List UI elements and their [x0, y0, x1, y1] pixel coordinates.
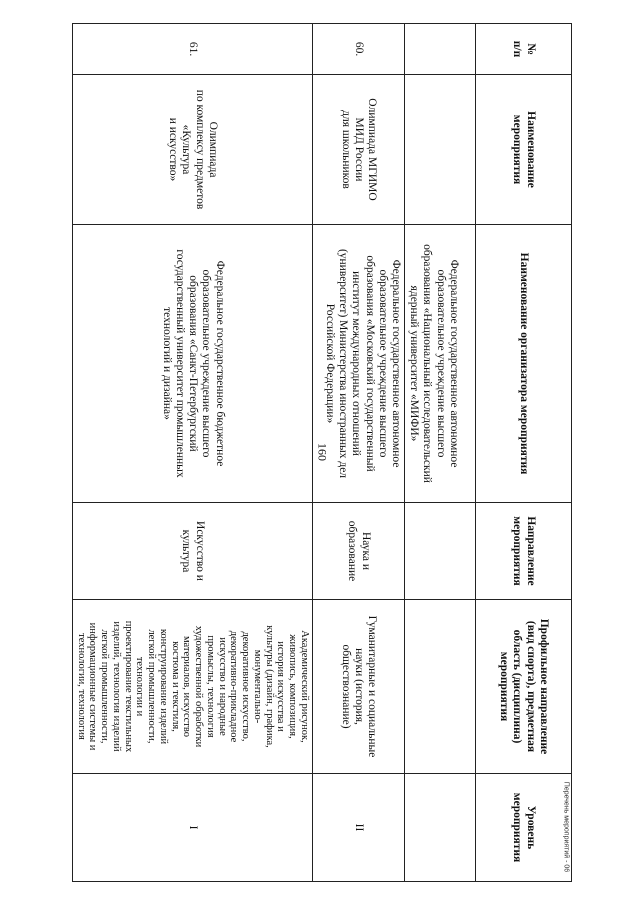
row-level [405, 774, 476, 882]
header-profile: Профильное направление (вид спорта), предметная область (дисциплина) мероприятия [476, 600, 572, 774]
row-organizer: Федеральное государственное автономное образовательное учреждение высшего образования «Московский государственный институт международных отношений (университет) Министерства иностранных дел Российской Федерации» [313, 225, 405, 503]
header-organizer: Наименование организатора мероприятия [476, 225, 572, 503]
row-organizer: Федеральное государственное бюджетное образовательное учреждение высшего образования «Санкт-Петербургский государственный университет промышленных технологий и дизайна» [73, 225, 313, 503]
header-num: № п/п [476, 24, 572, 75]
row-num: 60. [313, 24, 405, 75]
row-name [405, 75, 476, 225]
row-num: 61. [73, 24, 313, 75]
row-direction: Искусство и культура [73, 503, 313, 600]
table-row [73, 24, 313, 882]
row-direction [405, 503, 476, 600]
row-direction: Наука и образование [313, 503, 405, 600]
rotated-table-container [76, 23, 572, 881]
row-profile: Гуманитарные и социальные науки (история, обществознание) [313, 600, 405, 774]
row-profile [405, 600, 476, 774]
page-number: 160 [315, 443, 330, 461]
table-header-row [476, 24, 572, 882]
table-row [405, 24, 476, 882]
header-level: Уровень мероприятия [476, 774, 572, 882]
row-level: I [73, 774, 313, 882]
events-table [72, 23, 572, 882]
header-direction: Направление мероприятия [476, 503, 572, 600]
row-num [405, 24, 476, 75]
table-row [313, 24, 405, 882]
row-level: II [313, 774, 405, 882]
row-profile: Академический рисунок, живопись, композиция, история искусства и культуры (дизайн, графика, монументально- декоративное искусство, декоративно-прикладное искусство и народные промыслы, технология художественной обработки материалов, искусство костюма и текстиля, конструирование изделий легкой промышленности, технологии и проектирование текстильных изделий, технология изделий легкой промышленности, информационные системы и технологии, технология [73, 600, 313, 774]
header-name: Наименование мероприятия [476, 75, 572, 225]
row-organizer: Федеральное государственное автономное образовательное учреждение высшего образования «Национальный исследовательский ядерный университет «МИФИ» [405, 225, 476, 503]
footer-note: Перечень мероприятий - 06 [562, 781, 570, 873]
row-name: Олимпиада по комплексу предметов «Культура и искусство» [73, 75, 313, 225]
row-name: Олимпиада МГИМО МИД России для школьников [313, 75, 405, 225]
